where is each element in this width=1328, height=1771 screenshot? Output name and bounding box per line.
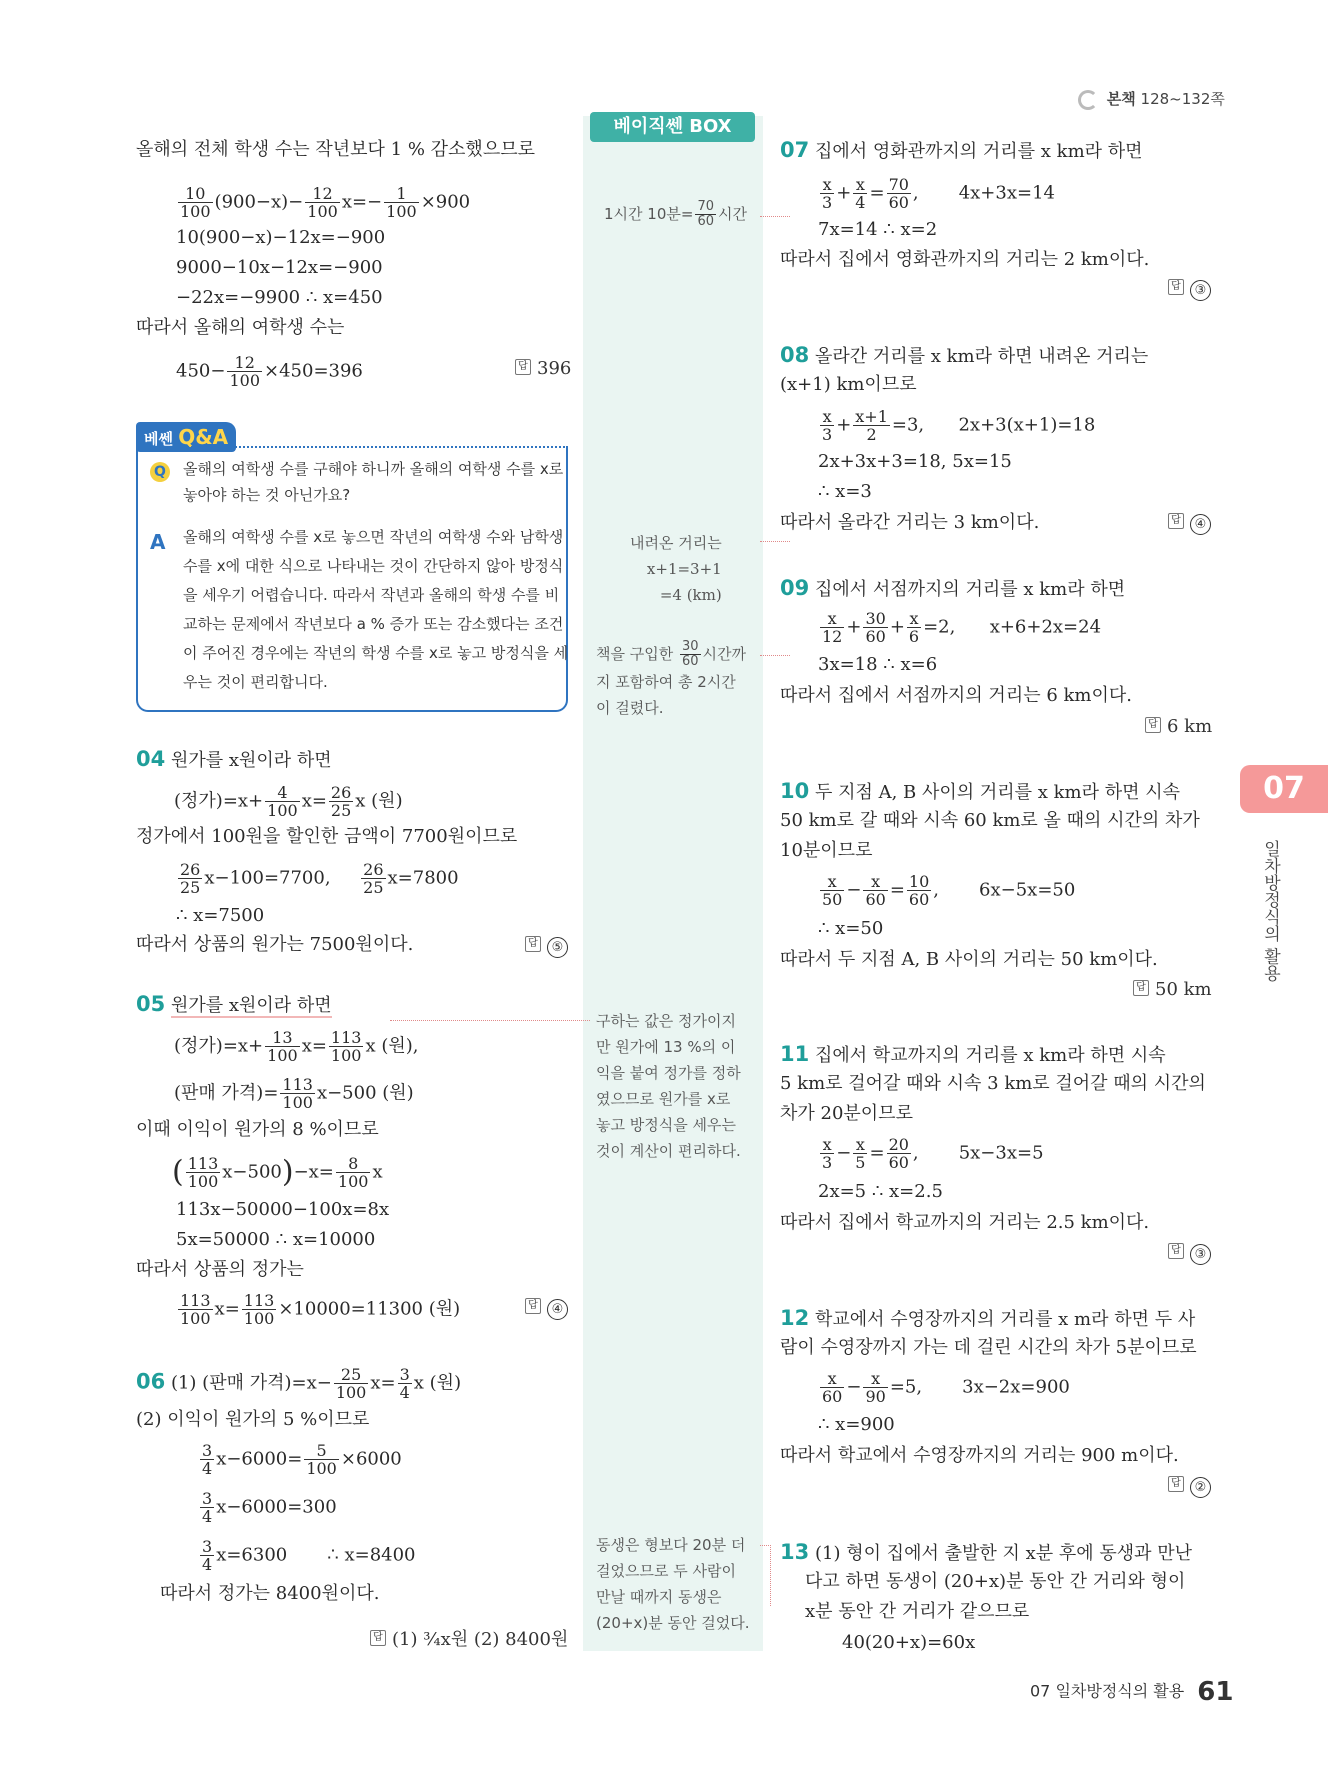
problem-08: 08 올라간 거리를 x km라 하면 내려온 거리는 [780,343,1149,367]
problem-09: 09 집에서 서점까지의 거리를 x km라 하면 [780,576,1126,600]
problem-number: 11 [780,1042,810,1066]
answer-icon: 답 [1145,717,1161,733]
text-line: 따라서 학교에서 수영장까지의 거리는 900 m이다. [780,1445,1179,1466]
text-line: 따라서 올해의 여학생 수는 [136,317,345,338]
equation-line: $\frac{x}{3}$ + $\frac{x}{4}$ = $\frac{70}{60}$ , 4x+3x=14 [822,175,1055,212]
equation-line: $\frac{113}{100}$ x= $\frac{113}{100}$ ×10000=11300 (원) [180,1291,461,1328]
page-reference: 본책 128~132쪽 [1078,88,1225,110]
equation-line: $\frac{x}{3}$ − $\frac{x}{5}$ = $\frac{20}{60}$ , 5x−3x=5 [822,1135,1044,1172]
side-note-distance: 내려온 거리는 x+1=3+1 =4 (km) [630,534,722,604]
text-line: 따라서 집에서 영화관까지의 거리는 2 km이다. [780,249,1150,270]
answer-icon: 답 [525,936,541,952]
problem-number: 09 [780,576,810,600]
basic-box-title: 베이직쎈 BOX [590,112,755,142]
text-line: 50 km로 갈 때와 시속 60 km로 올 때의 시간의 차가 [780,810,1200,831]
equation-line: ∴ x=900 [818,1414,895,1435]
answer-05: 답 ④ [525,1297,568,1320]
equation-line: 7x=14 ∴ x=2 [818,219,938,240]
equation-line: $\frac{3}{4}$ x−6000=300 [202,1489,337,1526]
problem-number: 12 [780,1306,810,1330]
problem-number: 13 [780,1540,810,1564]
equation-line: $\frac{3}{4}$ x=6300 ∴ x=8400 [202,1537,416,1574]
problem-06: 06 (1) (판매 가격)=x− $\frac{25}{100}$ x= $\frac{3}{4}$ x (원) [136,1365,462,1402]
equation-line: (정가)=x+ $\frac{4}{100}$ x= $\frac{26}{25}$ x (원) [174,783,403,820]
equation-line: 40(20+x)=60x [842,1632,976,1653]
answer-icon: 답 [525,1298,541,1314]
page-number: 61 [1197,1677,1234,1707]
text-line: 10분이므로 [780,840,873,861]
answer-icon: 답 [515,359,531,375]
problem-05: 05 원가를 x원이라 하면 [136,992,332,1016]
chapter-tab-title: 일차방정식의 활용 [1260,840,1280,982]
footer-chapter: 07 일차방정식의 활용 [1030,1681,1185,1701]
equation-line: 113x−50000−100x=8x [176,1199,390,1220]
equation-line: 3x=18 ∴ x=6 [818,654,938,675]
equation-line: ∴ x=50 [818,918,884,939]
equation-line: (정가)=x+ $\frac{13}{100}$ x= $\frac{113}{100}$ x (원), [174,1028,419,1065]
text-line: 따라서 상품의 원가는 7500원이다. [136,934,414,955]
problem-10: 10 두 지점 A, B 사이의 거리를 x km라 하면 시속 [780,779,1180,803]
equation-line: $\frac{3}{4}$ x−6000= $\frac{5}{100}$ ×6000 [202,1441,402,1478]
answer-12: 답 ② [1168,1475,1211,1498]
equation-line: $\frac{x}{12}$ + $\frac{30}{60}$ + $\frac{x}{6}$ =2, x+6+2x=24 [822,609,1102,646]
equation-line: 10(900−x)−12x=−900 [176,227,386,248]
chapter-tab: 07 [1240,765,1328,813]
equation-line: $\frac{x}{50}$ − $\frac{x}{60}$ = $\frac{10}{60}$ , 6x−5x=50 [822,872,1076,909]
problem-number: 08 [780,343,810,367]
problem-number: 07 [780,138,810,162]
answer-04: 답 ⑤ [525,935,568,958]
connector [760,541,790,542]
answer-icon: 답 [1168,513,1184,529]
answer-icon: 답 [370,1630,386,1646]
problem-12: 12 학교에서 수영장까지의 거리를 x m라 하면 두 사 [780,1306,1196,1330]
equation-line: $\frac{10}{100}$ (900−x)− $\frac{12}{100}$ x=− $\frac{1}{100}$ ×900 [180,184,471,221]
answer-09: 답 6 km [1145,716,1212,737]
text-line: (2) 이익이 원가의 5 %이므로 [136,1409,370,1430]
answer-icon: 답 [1133,980,1149,996]
text-line: 따라서 정가는 8400원이다. [160,1583,380,1604]
equation-line: 450− $\frac{12}{100}$ ×450=396 [176,353,363,390]
basic-box-column [583,116,763,1651]
equation-line: ∴ x=7500 [176,905,265,926]
answer-icon: 답 [1168,1476,1184,1492]
text-line: 정가에서 100원을 할인한 금액이 7700원이므로 [136,826,518,847]
answer-07: 답 ③ [1168,278,1211,301]
text-line: 따라서 올라간 거리는 3 km이다. [780,512,1040,533]
text-line: x분 동안 간 거리가 같으므로 [805,1601,1030,1622]
equation-line: ( $\frac{113}{100}$ x−500)−x= $\frac{8}{100}$ x [172,1154,383,1191]
equation-line: $\frac{26}{25}$ x−100=7700, $\frac{26}{25}$ x=7800 [180,860,459,897]
equation-line: 2x+3x+3=18, 5x=15 [818,451,1012,472]
footer [1030,1677,1233,1707]
text-line: 람이 수영장까지 가는 데 걸린 시간의 차가 5분이므로 [780,1337,1197,1358]
equation-line: −22x=−9900 ∴ x=450 [176,287,383,308]
problem-number: 05 [136,992,166,1016]
side-note-time: 1시간 10분= $\frac{70}{60}$ 시간 [604,199,747,229]
answer-10: 답 50 km [1133,979,1212,1000]
intro-line: 올해의 전체 학생 수는 작년보다 1 % 감소했으므로 [136,139,535,160]
qa-badge: 베쎈 Q&A [136,422,236,452]
text-line: 따라서 두 지점 A, B 사이의 거리는 50 km이다. [780,949,1158,970]
reference-icon [1078,90,1098,110]
answer-06: 답 (1) ¾x원 (2) 8400원 [370,1625,568,1651]
problem-number: 10 [780,779,810,803]
equation-line: 5x=50000 ∴ x=10000 [176,1229,376,1250]
equation-line: 9000−10x−12x=−900 [176,257,383,278]
problem-number: 04 [136,747,166,771]
side-note-sibling: 동생은 형보다 20분 더 걸었으므로 두 사람이 만날 때까지 동생은 (20+x)분 동안 걸었다. [596,1536,750,1632]
equation-line: $\frac{x}{60}$ − $\frac{x}{90}$ =5, 3x−2x=900 [822,1369,1070,1406]
problem-07: 07 집에서 영화관까지의 거리를 x km라 하면 [780,138,1143,162]
text-line: 다고 하면 동생이 (20+x)분 동안 간 거리와 형이 [805,1571,1186,1592]
text-line: 5 km로 걸어갈 때와 시속 3 km로 걸어갈 때의 시간의 [780,1073,1206,1094]
q-icon: Q [150,462,170,482]
problem-13: 13 (1) 형이 집에서 출발한 지 x분 후에 동생과 만난 [780,1540,1192,1564]
side-note-bookstore: 책을 구입한 $\frac{30}{60}$ 시간까 지 포함하여 총 2시간 이 걸렸다. [596,639,747,717]
equation-line: ∴ x=3 [818,481,872,502]
equation-line: $\frac{x}{3}$ + $\frac{x+1}{2}$ =3, 2x+3(x+1)=18 [822,407,1096,444]
connector [390,1020,590,1021]
connector [760,1545,771,1606]
q-text: 올해의 여학생 수를 구해야 하니까 올해의 여학생 수를 x로 놓아야 하는 것 아닌가요? [183,460,564,504]
problem-11: 11 집에서 학교까지의 거리를 x km라 하면 시속 [780,1042,1166,1066]
text-line: 따라서 집에서 학교까지의 거리는 2.5 km이다. [780,1212,1150,1233]
a-text: 올해의 여학생 수를 x로 놓으면 작년의 여학생 수와 남학생 수를 x에 대한 식으로 나타내는 것이 간단하지 않아 방정식 을 세우기 어렵습니다. 따라서 작년과 올해의 학생 수를 비 교하는 문제에서 작년보다 a % 증가 또는 감소했다는 조건 이 주어진 경우에는 작년의 학생 수를 x로 놓고 방정식을 세 우는 것이 편리합니다. [183,528,569,691]
connector [760,216,790,217]
problem-number: 06 [136,1369,166,1394]
answer-03: 답 396 [515,358,571,379]
text-line: 따라서 집에서 서점까지의 거리는 6 km이다. [780,685,1132,706]
equation-line: 2x=5 ∴ x=2.5 [818,1181,943,1202]
side-note-price: 구하는 값은 정가이지 만 원가에 13 %의 이 익을 붙여 정가를 정하 였으므로 원가를 x로 놓고 방정식을 세우는 것이 계산이 편리하다. [596,1012,741,1160]
text-line: 차가 20분이므로 [780,1103,913,1124]
answer-icon: 답 [1168,279,1184,295]
text-line: 이때 이익이 원가의 8 %이므로 [136,1119,379,1140]
a-icon: A [150,530,166,554]
answer-08: 답 ④ [1168,512,1211,535]
connector [760,655,790,656]
problem-04: 04 원가를 x원이라 하면 [136,747,332,771]
answer-icon: 답 [1168,1243,1184,1259]
text-line: (x+1) km이므로 [780,374,917,395]
equation-line: (판매 가격)= $\frac{113}{100}$ x−500 (원) [174,1075,414,1112]
text-line: 따라서 상품의 정가는 [136,1259,304,1280]
answer-11: 답 ③ [1168,1242,1211,1265]
